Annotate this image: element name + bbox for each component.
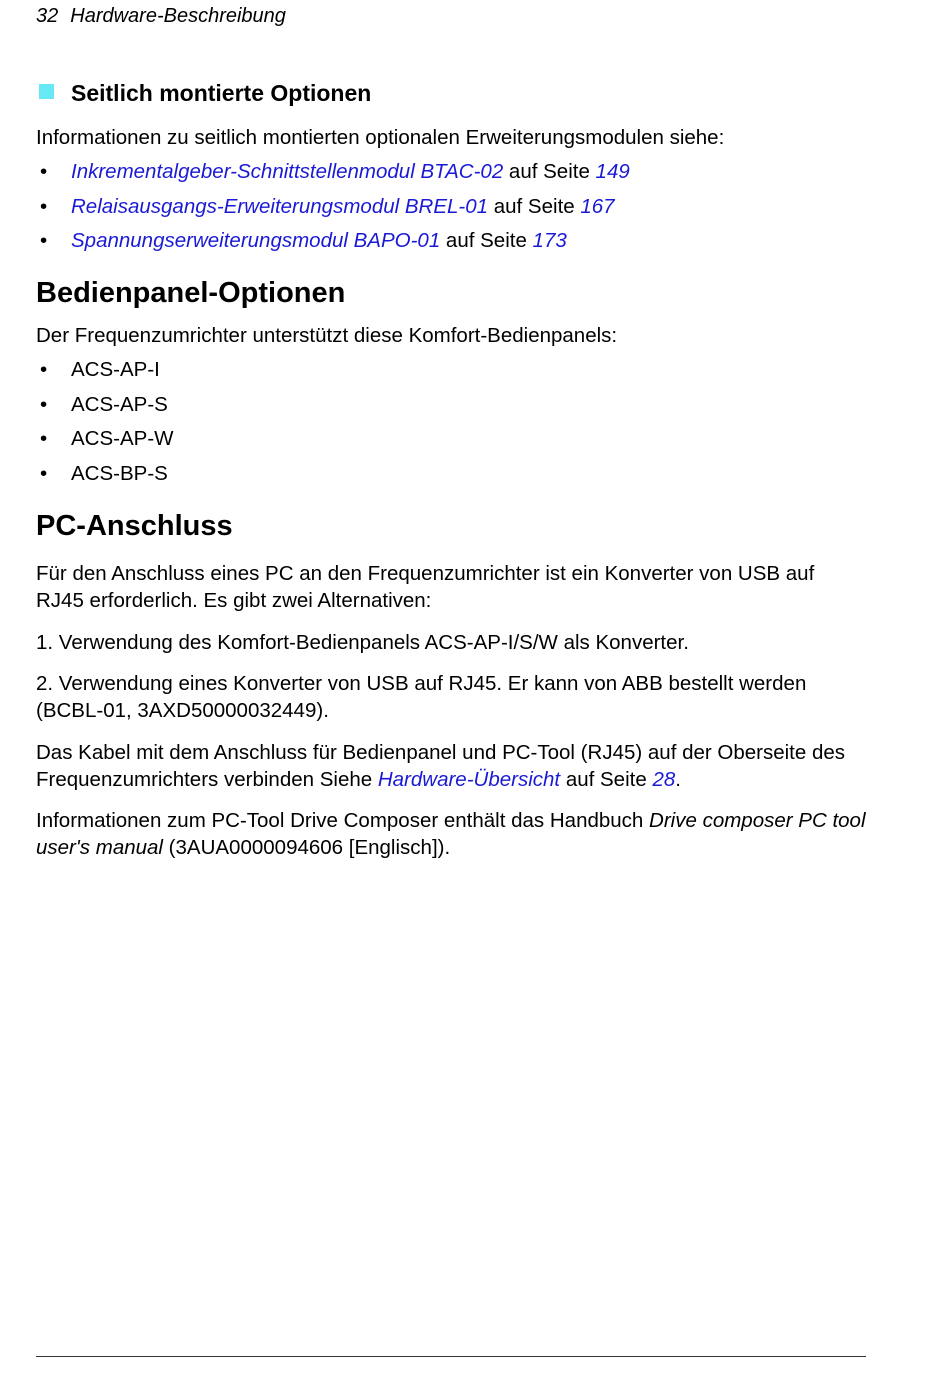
pc-connection-paragraph-5	[36, 807, 866, 861]
list-item-text: ACS-AP-W	[71, 427, 174, 450]
bullet-icon: •	[40, 392, 48, 416]
list-item-text: ACS-BP-S	[71, 461, 168, 485]
list-item-text: ACS-AP-I	[71, 358, 160, 381]
list-item	[36, 460, 866, 487]
page-number: 32	[36, 5, 59, 27]
chapter-title: Hardware-Beschreibung	[70, 5, 286, 27]
link-bapo-01[interactable]: Spannungserweiterungsmodul BAPO-01	[71, 229, 441, 252]
pc-connection-option-1: 1. Verwendung des Komfort-Bedienpanels ACS-AP-I/S/W als Konverter.	[36, 630, 689, 654]
paragraph-text: (3AUA0000094606 [Englisch]).	[162, 835, 451, 859]
pc-connection-option-2: 2. Verwendung eines Konverter von USB auf RJ45. Er kann von ABB bestellt werden (BCBL-01, 3AXD50000032449).	[36, 671, 807, 722]
section-pc-connection-title: PC-Anschluss	[36, 509, 233, 542]
panel-options-list	[36, 356, 866, 487]
list-item-text: ACS-AP-S	[71, 392, 168, 416]
list-item	[36, 193, 866, 220]
list-item-text: auf Seite	[440, 229, 533, 252]
link-btac-02[interactable]: Inkrementalgeber-Schnittstellenmodul BTAC-02	[71, 160, 504, 183]
page-link-149[interactable]: 149	[595, 160, 630, 183]
bullet-icon: •	[40, 358, 48, 381]
bullet-icon: •	[40, 229, 48, 252]
side-options-intro: Informationen zu seitlich montierten optionalen Erweiterungsmodulen siehe:	[36, 126, 725, 149]
page-link-28[interactable]: 28	[652, 767, 676, 791]
list-item	[36, 425, 866, 452]
pc-connection-paragraph-1: Für den Anschluss eines PC an den Frequenzumrichter ist ein Konverter von USB auf RJ45 erforderlich. Es gibt zwei Alternativen:	[36, 561, 815, 612]
list-item	[36, 227, 866, 254]
section-side-options-title: Seitlich montierte Optionen	[71, 79, 372, 106]
paragraph-text: Das Kabel mit dem Anschluss für Bedienpanel und PC-Tool (RJ45) auf der Oberseite des Frequenzumrichters verbinden Siehe	[36, 740, 846, 791]
paragraph-text: .	[675, 767, 681, 791]
section-side-options-heading	[36, 78, 866, 108]
page-link-173[interactable]: 173	[532, 229, 567, 252]
bullet-icon: •	[40, 461, 48, 485]
pc-connection-paragraph-4	[36, 739, 866, 793]
paragraph-text: auf Seite	[560, 767, 653, 791]
bullet-icon: •	[40, 427, 48, 450]
side-options-list	[36, 158, 866, 254]
running-header	[36, 5, 286, 28]
bullet-icon: •	[40, 160, 48, 183]
bullet-icon: •	[40, 194, 48, 218]
list-item	[36, 158, 866, 185]
list-item	[36, 391, 866, 418]
page-content	[36, 78, 866, 861]
list-item-text: auf Seite	[488, 194, 581, 218]
section-panel-options-title: Bedienpanel-Optionen	[36, 277, 346, 309]
paragraph-text: Informationen zum PC-Tool Drive Composer enthält das Handbuch	[36, 808, 650, 832]
page-link-167[interactable]: 167	[580, 194, 615, 218]
link-hardware-uebersicht[interactable]: Hardware-Übersicht	[377, 767, 561, 791]
square-bullet-icon	[39, 84, 54, 99]
manual-title: Drive composer PC tool user's manual	[36, 808, 866, 859]
list-item	[36, 356, 866, 383]
panel-options-intro: Der Frequenzumrichter unterstützt diese Komfort-Bedienpanels:	[36, 324, 618, 347]
link-brel-01[interactable]: Relaisausgangs-Erweiterungsmodul BREL-01	[71, 194, 489, 218]
footer-rule	[36, 1356, 866, 1357]
list-item-text: auf Seite	[503, 160, 596, 183]
